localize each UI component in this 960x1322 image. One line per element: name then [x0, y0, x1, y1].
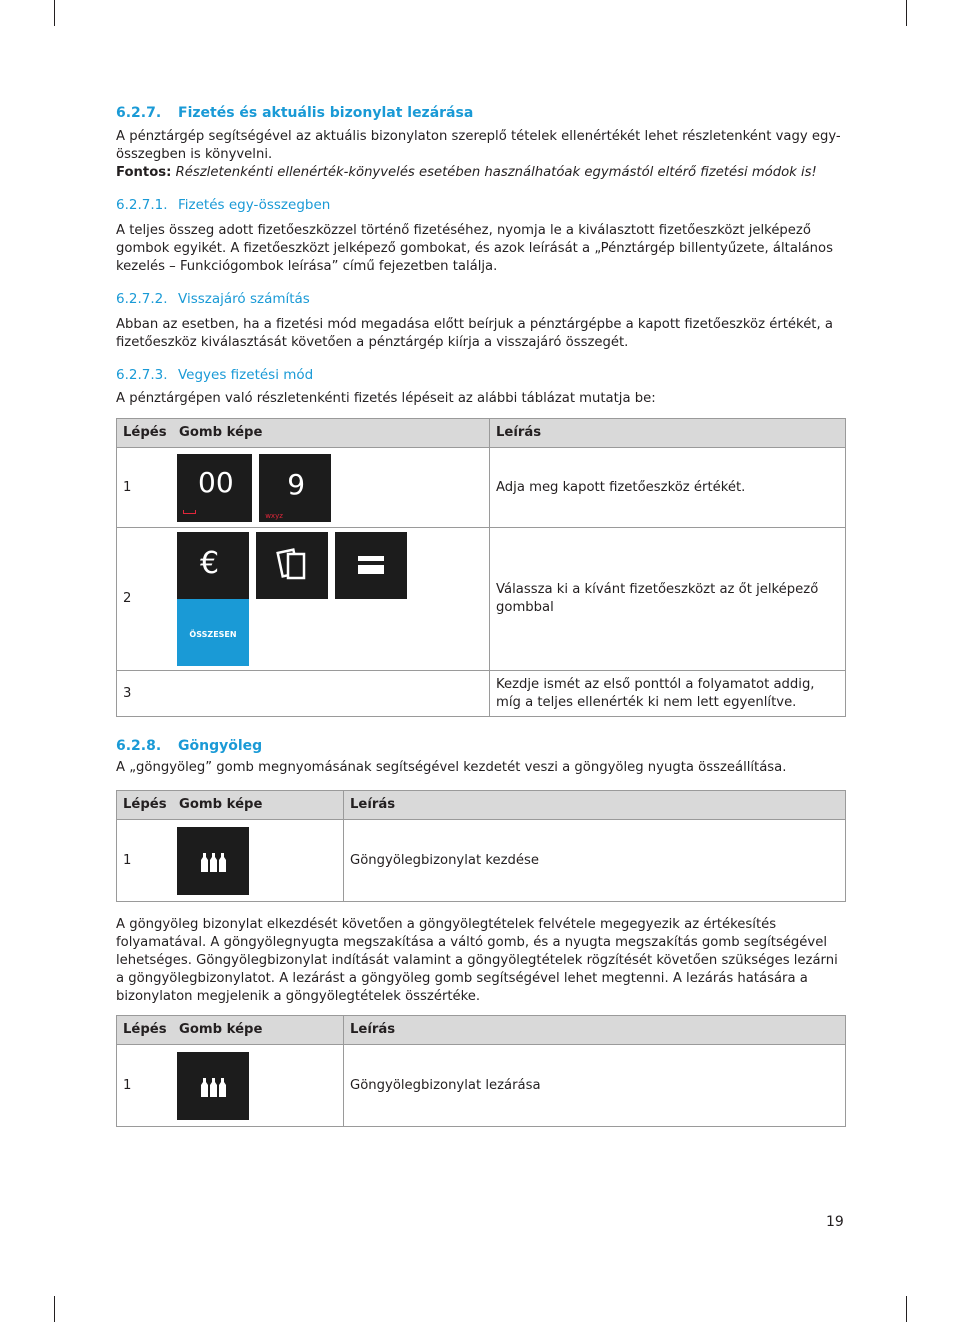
section-title: Fizetés egy-összegben [178, 197, 331, 213]
paragraph: A pénztárgép segítségével az aktuális bizonylaton szereplő tételek ellenértékét lehet részletenként vagy egy-összegben is könyvelni. [116, 129, 841, 162]
section-number: 6.2.7.2. [116, 291, 168, 307]
card-key [256, 532, 328, 599]
gongyoleg-close-table [116, 1015, 846, 1127]
paragraph: A teljes összeg adott fizetőeszközzel történő fizetéséhez, nyomja le a kiválasztott fizetőeszközt jelképező gombok egyikét. A fizetőeszközt jelképező gombokat, és azok leírását a „Pénztárgép billentyűzete, általános kezelés – Funkciógombok leírása” című fejezetben találja. [116, 223, 833, 274]
step-desc: Válassza ki a kívánt fizetőeszközt az őt jelképező gombbal [490, 528, 846, 671]
section-title: Fizetés és aktuális bizonylat lezárása [178, 105, 474, 121]
step-desc: Göngyölegbizonylat lezárása [344, 1045, 846, 1127]
heading-628 [116, 737, 846, 755]
col-desc: Leírás [344, 791, 846, 820]
table-row [117, 820, 846, 902]
step-desc: Adja meg kapott fizetőeszköz értékét. [490, 448, 846, 528]
crop-mark [54, 0, 55, 26]
key-images [173, 1045, 344, 1127]
col-step: Lépés [117, 791, 174, 820]
paragraph: A „göngyöleg” gomb megnyomásának segítségével kezdetét veszi a göngyöleg nyugta összeállítása. [116, 760, 787, 775]
table-header-row [117, 791, 846, 820]
gongyoleg-table [116, 790, 846, 902]
section-title: Visszajáró számítás [178, 291, 310, 307]
key-images [173, 448, 490, 528]
paragraph: A pénztárgépen való részletenkénti fizetés lépéseit az alábbi táblázat mutatja be: [116, 391, 656, 406]
key-9 [259, 454, 331, 522]
step-number: 2 [117, 528, 174, 671]
step-desc: Göngyölegbizonylat kezdése [344, 820, 846, 902]
credit-card-key [335, 532, 407, 599]
section-number: 6.2.7.1. [116, 197, 168, 213]
osszesen-key [177, 599, 249, 666]
steps-table [116, 418, 846, 717]
section-title: Vegyes fizetési mód [178, 367, 314, 383]
col-step: Lépés [117, 419, 174, 448]
step-number: 1 [117, 820, 174, 902]
step-number: 1 [117, 1045, 174, 1127]
section-number: 6.2.7.3. [116, 367, 168, 383]
col-desc: Leírás [344, 1016, 846, 1045]
note-text: Részletenkénti ellenérték-könyvelés esetében használhatóak egymástól eltérő fizetési módok is! [171, 165, 817, 180]
col-image: Gomb képe [173, 419, 490, 448]
crop-mark [906, 0, 907, 26]
bottles-icon [177, 1052, 249, 1120]
col-image: Gomb képe [173, 1016, 344, 1045]
crop-mark [906, 1296, 907, 1322]
key-00 [177, 454, 252, 522]
table-row [117, 671, 846, 717]
table-header-row [117, 1016, 846, 1045]
heading-6271 [116, 196, 846, 214]
table-row [117, 448, 846, 528]
bottles-icon [177, 827, 249, 895]
section-number: 6.2.8. [116, 738, 162, 754]
crop-mark [54, 1296, 55, 1322]
euro-icon: € [200, 546, 220, 581]
section-number: 6.2.7. [116, 105, 162, 121]
key-sublabel: wxyz [265, 511, 283, 520]
step-number: 3 [117, 671, 174, 717]
table-header-row [117, 419, 846, 448]
gongyoleg-key [177, 1052, 249, 1120]
key-images [173, 528, 490, 671]
page-content [116, 104, 846, 1127]
section-title: Göngyöleg [178, 738, 263, 754]
step-desc: Kezdje ismét az első ponttól a folyamatot addig, míg a teljes ellenérték ki nem lett egyenlítve. [490, 671, 846, 717]
table-row [117, 528, 846, 671]
key-label: 00 [198, 465, 234, 499]
step-number: 1 [117, 448, 174, 528]
heading-627 [116, 104, 846, 122]
credit-card-icon [335, 532, 407, 599]
key-images [173, 820, 344, 902]
gongyoleg-key [177, 827, 249, 895]
key-label: ÖSSZESEN [189, 630, 237, 639]
space-icon [183, 510, 196, 514]
col-desc: Leírás [490, 419, 846, 448]
key-images [173, 671, 490, 717]
col-image: Gomb képe [173, 791, 344, 820]
key-label: 9 [287, 467, 306, 501]
heading-6272 [116, 290, 846, 308]
euro-key [177, 532, 249, 599]
note-label: Fontos: [116, 165, 172, 180]
note-paragraph [116, 164, 846, 182]
card-icon [256, 532, 328, 599]
paragraph: A göngyöleg bizonylat elkezdését követően a göngyölegtételek felvétele megegyezik az értékesítés folyamatával. A göngyölegnyugta megszakítása a váltó gomb, és a nyugta megszakítás gomb segítségével lehetséges. Göngyölegbizonylat indítását valamint a göngyölegtételek rögzítését követően szükséges lezárni a göngyölegbizonylatot. A lezárást a göngyöleg gomb segítségével lehet megtenni. A lezárás hatására a bizonylaton megjelenik a göngyölegtételek összértéke. [116, 917, 838, 1004]
paragraph: Abban az esetben, ha a fizetési mód megadása előtt beírjuk a pénztárgépbe a kapott fizetőeszköz értékét, a fizetőeszköz kiválasztását követően a pénztárgép kiírja a visszajáró összegét. [116, 317, 833, 350]
table-row [117, 1045, 846, 1127]
page-number: 19 [826, 1214, 844, 1230]
heading-6273 [116, 366, 846, 384]
col-step: Lépés [117, 1016, 174, 1045]
